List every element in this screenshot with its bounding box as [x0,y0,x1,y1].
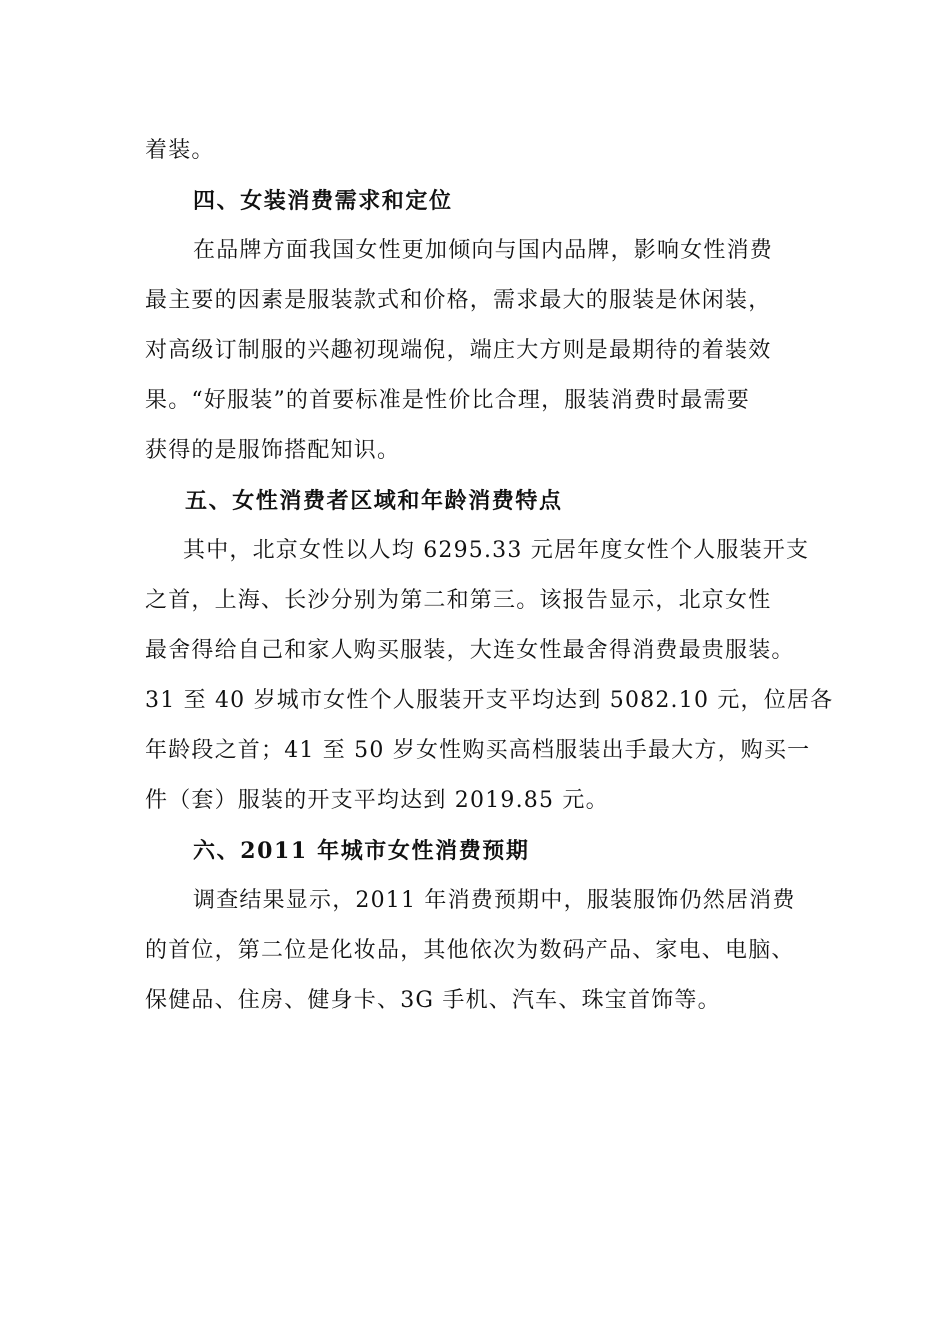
paragraph-line: 保健品、住房、健身卡、3G 手机、汽车、珠宝首饰等。 [145,988,721,1013]
paragraph-line: 之首，上海、长沙分别为第二和第三。该报告显示，北京女性 [145,588,772,613]
paragraph-line: 年龄段之首；41 至 50 岁女性购买高档服装出手最大方，购买一 [145,738,811,763]
section-heading-4: 四、女装消费需求和定位 [193,188,453,214]
paragraph-line: 其中，北京女性以人均 6295.33 元居年度女性个人服装开支 [183,538,810,563]
paragraph-line: 的首位，第二位是化妆品，其他依次为数码产品、家电、电脑、 [145,938,795,963]
paragraph-line: 获得的是服饰搭配知识。 [145,438,401,463]
paragraph-line: 31 至 40 岁城市女性个人服装开支平均达到 5082.10 元，位居各 [145,688,834,713]
paragraph-line: 果。“好服装”的首要标准是性价比合理，服装消费时最需要 [145,388,750,413]
paragraph-line: 调查结果显示，2011 年消费预期中，服装服饰仍然居消费 [193,888,796,913]
section-heading-6: 六、2011 年城市女性消费预期 [193,838,530,864]
paragraph-line: 着装。 [145,138,215,163]
paragraph-line: 最舍得给自己和家人购买服装，大连女性最舍得消费最贵服装。 [145,638,795,663]
paragraph-line: 对高级订制服的兴趣初现端倪，端庄大方则是最期待的着装效 [145,338,772,363]
paragraph-line: 在品牌方面我国女性更加倾向与国内品牌，影响女性消费 [193,238,774,263]
paragraph-line: 件（套）服装的开支平均达到 2019.85 元。 [145,788,609,813]
section-heading-5: 五、女性消费者区域和年龄消费特点 [185,488,563,514]
paragraph-line: 最主要的因素是服装款式和价格，需求最大的服装是休闲装， [145,288,772,313]
